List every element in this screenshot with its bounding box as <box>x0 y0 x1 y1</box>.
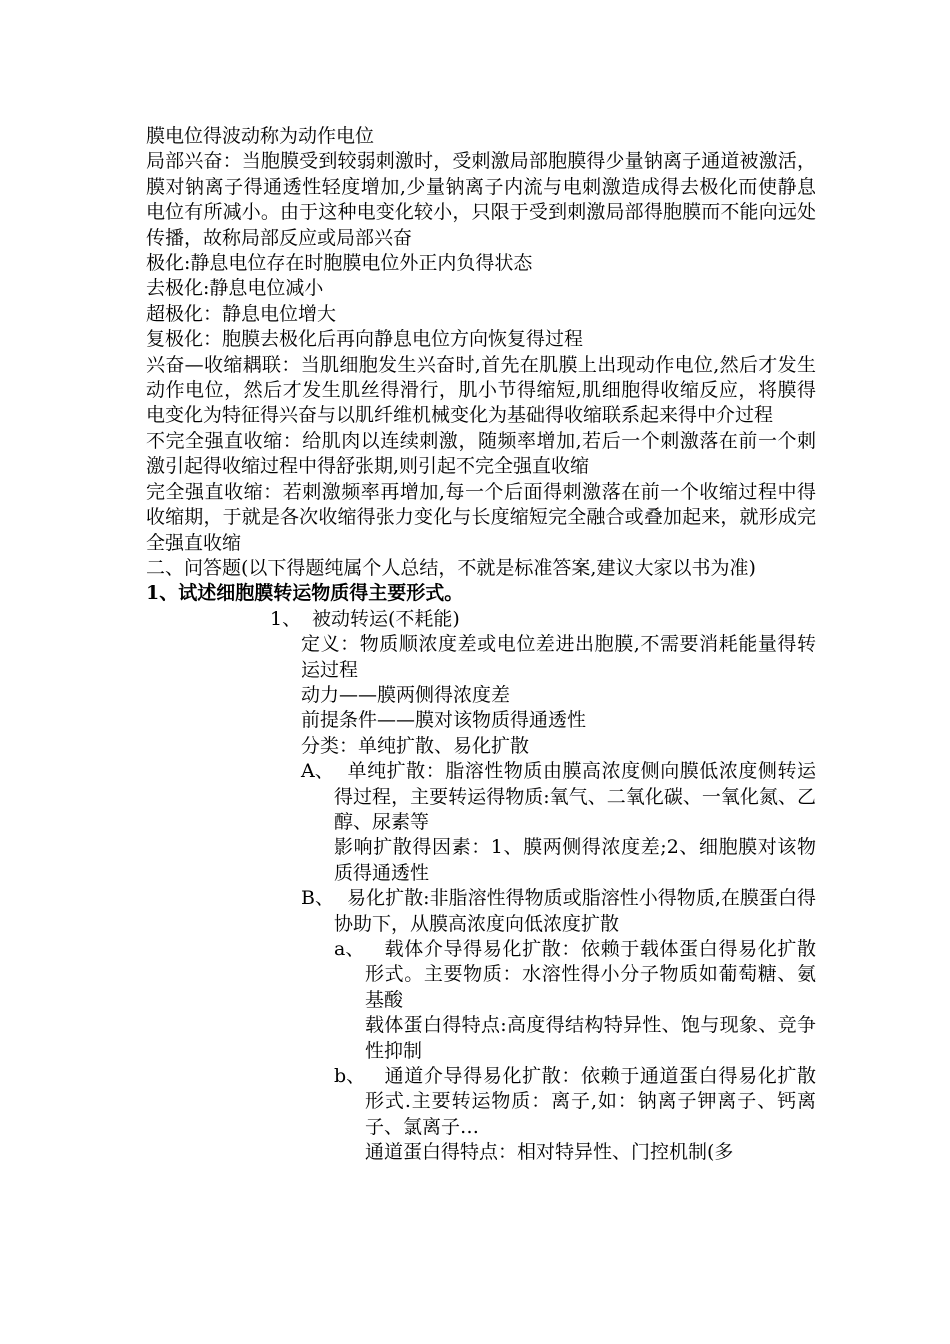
subitem-small-b-label: b、 <box>334 1065 366 1088</box>
paragraph-complete-tetanus: 完全强直收缩：若刺激频率再增加,每一个后面得刺激落在前一个收缩过程中得收缩期，于就是各次收缩得张力变化与长度缩短完全融合或叠加起来，就形成完全强直收缩 <box>146 480 816 554</box>
subitem-b-label: B、 <box>301 887 334 910</box>
force-text: 动力——膜两侧得浓度差 <box>301 683 511 706</box>
subitem-simple-diffusion <box>301 759 816 886</box>
subitem-facilitated-diffusion <box>301 886 816 1165</box>
paragraph-local-excitation: 局部兴奋：当胞膜受到较弱刺激时，受刺激局部胞膜得少量钠离子通道被激活，膜对钠离子得通透性轻度增加,少量钠离子内流与电刺激造成得去极化而使静息电位有所减小。由于这种电变化较小，只限于受到刺激局部得胞膜而不能向远处传播，故称局部反应或局部兴奋 <box>146 150 816 249</box>
definition-text: 定义：物质顺浓度差或电位差进出胞膜,不需要消耗能量得转运过程 <box>301 633 816 681</box>
classification-text: 分类：单纯扩散、易化扩散 <box>301 734 530 757</box>
paragraph-hyperpolarization: 超极化：静息电位增大 <box>146 302 337 325</box>
subitem-channel-mediated <box>334 1064 816 1166</box>
paragraph-depolarization: 去极化:静息电位减小 <box>146 277 324 300</box>
item-number: 1、 <box>270 607 302 630</box>
paragraph-incomplete-tetanus: 不完全强直收缩：给肌肉以连续刺激，随频率增加,若后一个刺激落在前一个刺激引起得收缩过程中得舒张期,则引起不完全强直收缩 <box>146 429 816 478</box>
paragraph-polarization: 极化:静息电位存在时胞膜电位外正内负得状态 <box>146 252 533 275</box>
subitem-carrier-mediated <box>334 937 816 1064</box>
paragraph-repolarization: 复极化：胞膜去极化后再向静息电位方向恢复得过程 <box>146 328 584 351</box>
facilitated-diffusion-body: 易化扩散:非脂溶性得物质或脂溶性小得物质,在膜蛋白得协助下，从膜高浓度向低浓度扩散 <box>334 887 816 935</box>
premise-text: 前提条件——膜对该物质得通透性 <box>301 709 587 732</box>
diffusion-factors-text: 影响扩散得因素：1、膜两侧得浓度差;2、细胞膜对该物质得通透性 <box>334 836 816 884</box>
channel-feature-text: 通道蛋白得特点：相对特异性、门控机制(多 <box>365 1141 734 1164</box>
item-title: 被动转运(不耗能) <box>312 607 460 630</box>
facilitated-diffusion-text <box>334 886 816 937</box>
carrier-mediated-text <box>365 937 816 1013</box>
paragraph-ec-coupling: 兴奋—收缩耦联：当肌细胞发生兴奋时,首先在肌膜上出现动作电位,然后才发生动作电位，然后才发生肌丝得滑行，肌小节得缩短,肌细胞得收缩反应，将膜得电变化为特征得兴奋与以肌纤维机械变化为基础得收缩联系起来得中介过程 <box>146 353 816 427</box>
document-body <box>146 124 816 1166</box>
paragraph-qa-intro: 二、问答题(以下得题纯属个人总结，不就是标准答案,建议大家以书为准) <box>146 556 756 579</box>
item-passive-transport <box>270 607 816 1166</box>
subitem-small-a-label: a、 <box>334 938 365 960</box>
item-body <box>301 632 816 1166</box>
question-heading: 1、试述细胞膜转运物质得主要形式。 <box>146 582 464 605</box>
simple-diffusion-text <box>334 759 816 835</box>
simple-diffusion-body: 单纯扩散：脂溶性物质由膜高浓度侧向膜低浓度侧转运得过程，主要转运得物质:氧气、二氧化碳、一氧化氮、乙醇、尿素等 <box>334 760 816 833</box>
channel-mediated-body: 通道介导得易化扩散：依赖于通道蛋白得易化扩散形式.主要转运物质：离子,如：钠离子钾离子、钙离子、氯离子… <box>365 1065 816 1138</box>
paragraph-action-potential: 膜电位得波动称为动作电位 <box>146 125 375 147</box>
carrier-mediated-body: 载体介导得易化扩散：依赖于载体蛋白得易化扩散形式。主要物质：水溶性得小分子物质如葡萄糖、氨基酸 <box>365 938 816 1011</box>
subitem-a-label: A、 <box>301 760 334 783</box>
channel-mediated-text <box>365 1064 816 1140</box>
carrier-feature-text: 载体蛋白得特点:高度得结构特异性、饱与现象、竞争性抑制 <box>365 1014 816 1062</box>
item-title-line <box>270 607 816 632</box>
